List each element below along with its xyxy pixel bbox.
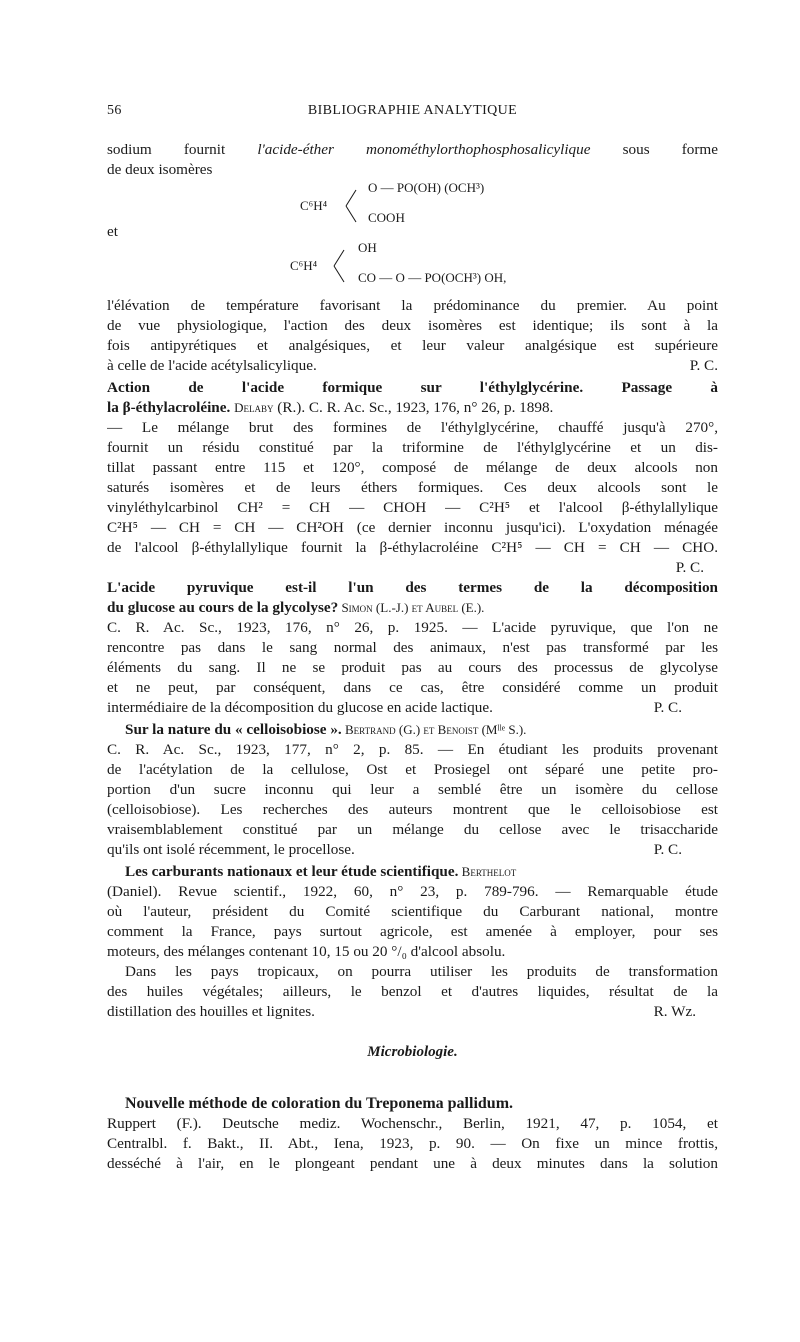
intro-line-2: de deux isomères <box>107 161 213 178</box>
formula-2-radical: C⁶H⁴ <box>290 258 318 273</box>
article-5-title: Nouvelle méthode de coloration du Treponema pallidum. <box>125 1095 514 1112</box>
article-2-body-line: rencontre pas dans le sang normal des animaux, n'est pas transformé par les <box>107 639 718 656</box>
formula-1-top-group: O — PO(OH) (OCH³) <box>368 180 485 195</box>
article-4-body-line: où l'auteur, président du Comité scientifique du Carburant national, montre <box>107 903 718 920</box>
article-1-body-line: fournit un résidu constitué par la triformine de l'éthylglycérine et un dis- <box>107 439 718 456</box>
article-2-signature: P. C. <box>653 699 682 716</box>
article-3-authors: Bertrand (G.) et Benoist (Mˡˡᵉ S.). <box>341 722 527 737</box>
article-1-reference: (R.). C. R. Ac. Sc., 1923, 176, n° 26, p. 1898. <box>273 399 554 416</box>
article-4-title-line <box>107 862 718 882</box>
intro-line-1: sodium fournit l'acide-éther monométhylorthophosphosalicylique sous forme <box>107 141 718 158</box>
article-3-body-line: portion d'un sucre inconnu qui leur a semblé être un isomère du cellose <box>107 781 718 798</box>
article-1-signature-line <box>107 558 718 578</box>
article-1-body-line: saturés isomères et de leurs éthers formiques. Ces deux alcools sont le <box>107 479 718 496</box>
article-4-author: Berthelot <box>458 864 517 879</box>
article-5-body-line: desséché à l'air, en le plongeant pendant une à deux minutes dans la solution <box>107 1155 718 1172</box>
intro-body-line: l'élévation de température favorisant la prédominance du premier. Au point <box>107 297 718 314</box>
article-1-body-line: tillat passant entre 115 et 120°, composé de mélange de deux alcools non <box>107 459 718 476</box>
article-1-body-line: de l'alcool β-éthylallylique fournit la β-éthylacroléine C²H⁵ — CH = CH — CHO. <box>107 539 718 556</box>
article-1-body-line: — Le mélange brut des formines de l'éthylglycérine, chauffé jusqu'à 270°, <box>107 419 718 436</box>
article-5-body-line: Ruppert (F.). Deutsche mediz. Wochenschr., Berlin, 1921, 47, p. 1054, et <box>107 1115 718 1132</box>
article-3-body-last-line: qu'ils ont isolé récemment, le procellose. P. C. <box>107 841 682 858</box>
article-3-title-line <box>107 720 718 740</box>
intro-signature: P. C. <box>689 357 718 374</box>
formula-1-bottom-group: COOH <box>368 210 405 225</box>
formula-2-top-group: OH <box>358 240 377 255</box>
article-4-body-line: des huiles végétales; ailleurs, le benzol et d'autres liquides, résultat de la <box>107 983 718 1000</box>
article-1-title-end: la β-éthylacroléine. <box>107 399 231 416</box>
article-4-body-line: Dans les pays tropicaux, on pourra utiliser les produits de transformation <box>125 963 718 980</box>
article-2-title-end: du glucose au cours de la glycolyse? <box>107 599 339 616</box>
article-1-body-line: vinyléthylcarbinol CH² = CH — CHOH — C²H⁵ et l'alcool β-éthylallylique <box>107 499 718 516</box>
article-1-author: Delaby <box>234 400 274 415</box>
article-1-signature: P. C. <box>675 559 704 576</box>
article-2-body-line: C. R. Ac. Sc., 1923, 176, n° 26, p. 1925. — L'acide pyruvique, que l'on ne <box>107 619 718 636</box>
article-3-title: Sur la nature du « celloisobiose ». <box>125 721 342 738</box>
article-4-body-last-line: distillation des houilles et lignites. R. Wz. <box>107 1003 696 1020</box>
article-4-body-line: comment la France, pays surtout agricole, est amenée à employer, pour ses <box>107 923 718 940</box>
intro-compound-name: l'acide-éther monométhylorthophosphosalicylique <box>257 141 591 158</box>
page-number: 56 <box>107 103 122 118</box>
formula-1-branch-icon <box>344 188 358 224</box>
article-1-body-line: C²H⁵ — CH = CH — CH²OH (ce dernier inconnu jusqu'ici). L'oxydation ménagée <box>107 519 718 536</box>
article-3-signature: P. C. <box>653 841 682 858</box>
article-4-body-line: moteurs, des mélanges contenant 10, 15 ou 20 °/₀ d'alcool absolu. <box>107 943 506 960</box>
intro-body-last-line: à celle de l'acide acétylsalicylique. P. C. <box>107 357 718 374</box>
article-4-body-line: (Daniel). Revue scientif., 1922, 60, n° 23, p. 789-796. — Remarquable étude <box>107 883 718 900</box>
article-2-body-line: éléments du sang. Il ne se produit pas au cours des processus de glycolyse <box>107 659 718 676</box>
formula-2-branch-icon <box>332 248 346 284</box>
running-title: BIBLIOGRAPHIE ANALYTIQUE <box>307 103 518 118</box>
article-2-authors: Simon (L.-J.) et Aubel (E.). <box>338 600 485 615</box>
article-1-title-line-1: Action de l'acide formique sur l'éthylglycérine. Passage à <box>107 379 718 396</box>
article-2-title-line-1: L'acide pyruvique est-il l'un des termes de la décomposition <box>107 579 718 596</box>
article-3-body-line: vraisemblablement constitué par un mélange du cellose avec le trisaccharide <box>107 821 718 838</box>
article-3-body-line: C. R. Ac. Sc., 1923, 177, n° 2, p. 85. — En étudiant les produits provenant <box>107 741 718 758</box>
intro-connector: et <box>107 223 118 240</box>
article-4-title: Les carburants nationaux et leur étude scientifique. <box>125 863 459 880</box>
article-3-body-line: de l'acétylation de la cellulose, Ost et Prosiegel ont séparé une petite pro- <box>107 761 718 778</box>
article-2-body-last-line: intermédiaire de la décomposition du glucose en acide lactique. P. C. <box>107 699 682 716</box>
article-5-body-line: Centralbl. f. Bakt., II. Abt., Iena, 1923, p. 90. — On fixe un mince frottis, <box>107 1135 718 1152</box>
article-2-title-line-2 <box>107 598 718 618</box>
intro-body-line: de vue physiologique, l'action des deux isomères est identique; ils sont à la <box>107 317 718 334</box>
running-header <box>107 103 718 121</box>
formula-1-radical: C⁶H⁴ <box>300 198 328 213</box>
article-2-body-line: et ne peut, par conséquent, dans ce cas, être considéré comme un produit <box>107 679 718 696</box>
article-1-title-line-2 <box>107 398 718 418</box>
formula-2-bottom-group: CO — O — PO(OCH³) OH, <box>358 270 507 285</box>
intro-body-line: fois antipyrétiques et analgésiques, et leur valeur analgésique est supérieure <box>107 337 718 354</box>
article-3-body-line: (celloisobiose). Les recherches des auteurs montrent que le celloisobiose est <box>107 801 718 818</box>
section-heading: Microbiologie. <box>367 1044 458 1060</box>
article-4-signature: R. Wz. <box>653 1003 696 1020</box>
